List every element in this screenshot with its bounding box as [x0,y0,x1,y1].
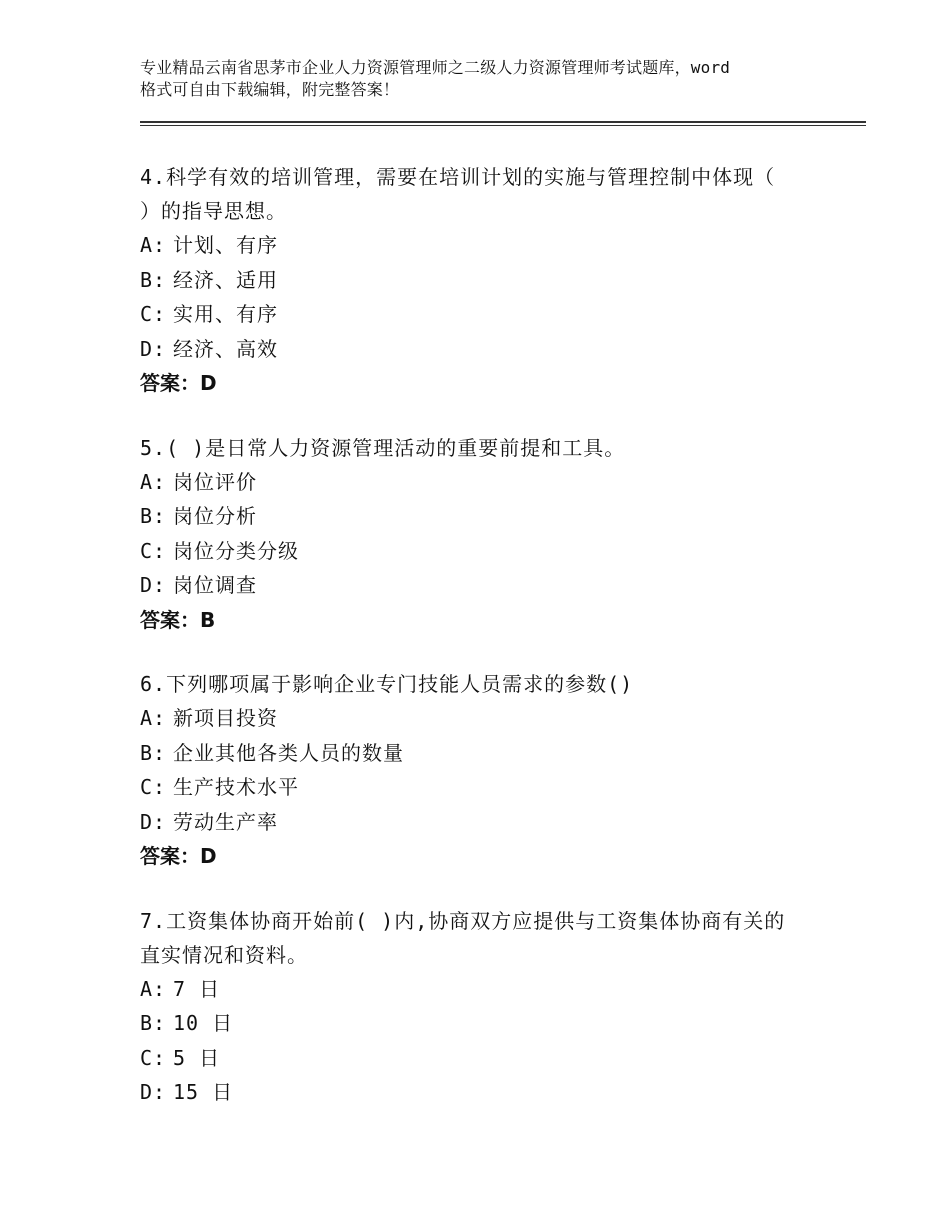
option-key: D: [140,1080,167,1104]
question-stem [140,160,840,228]
option-b [140,736,840,771]
option-text: 实用、有序 [173,302,278,326]
option-b [140,499,840,534]
question-stem-line: ）的指导思想。 [140,199,287,223]
option-a [140,228,840,263]
option-a [140,972,840,1007]
question-stem [140,431,840,465]
option-text: 15 日 [173,1080,234,1104]
option-d [140,332,840,367]
option-text: 生产技术水平 [173,775,299,799]
option-text: 7 日 [173,976,221,1001]
option-a [140,701,840,736]
question-stem-line: 7.工资集体协商开始前( )内,协商双方应提供与工资集体协商有关的 [140,908,786,933]
option-key: D: [140,809,167,834]
option-key: B: [140,504,167,528]
option-key: B: [140,267,167,292]
option-text: 5 日 [173,1045,221,1070]
option-text: 经济、高效 [173,336,278,361]
option-key: D: [140,336,167,361]
question-5 [140,431,840,638]
option-text: 岗位评价 [173,469,257,494]
option-d [140,805,840,840]
option-c [140,534,840,569]
answer-line: 答案：B [140,607,216,632]
question-list [140,160,840,1140]
option-text: 计划、有序 [173,233,278,257]
header-line-1: 专业精品云南省思茅市企业人力资源管理师之二级人力资源管理师考试题库，word [140,58,731,77]
option-key: A: [140,976,167,1001]
option-c [140,297,840,332]
option-key: C: [140,538,167,563]
question-7 [140,904,840,1110]
option-d [140,1075,840,1110]
option-key: A: [140,706,167,730]
question-stem-line: 5.( )是日常人力资源管理活动的重要前提和工具。 [140,435,626,460]
option-c [140,1041,840,1076]
question-stem [140,904,840,972]
question-stem-line: 4.科学有效的培训管理，需要在培训计划的实施与管理控制中体现（ [140,165,776,189]
option-key: D: [140,573,167,597]
option-key: C: [140,1045,167,1070]
option-text: 劳动生产率 [173,809,278,834]
option-d [140,568,840,603]
question-stem-line: 直实情况和资料。 [140,942,308,967]
option-text: 10 日 [173,1011,234,1035]
option-key: A: [140,233,167,257]
header-divider-thick [140,121,866,123]
option-key: A: [140,469,167,494]
option-key: B: [140,1011,167,1035]
option-a [140,465,840,500]
option-key: B: [140,740,167,765]
option-text: 岗位调查 [173,573,257,597]
option-text: 新项目投资 [173,706,278,730]
option-b [140,263,840,298]
option-text: 企业其他各类人员的数量 [173,740,404,765]
document-header [140,57,840,101]
option-key: C: [140,302,167,326]
header-divider-thin [140,125,866,126]
question-stem [140,667,840,701]
option-b [140,1006,840,1041]
answer-line: 答案：D [140,371,217,395]
question-6 [140,667,840,874]
option-c [140,770,840,805]
option-text: 岗位分类分级 [173,538,299,563]
option-key: C: [140,775,167,799]
option-text: 经济、适用 [173,267,278,292]
answer-line: 答案：D [140,844,217,868]
option-text: 岗位分析 [173,504,257,528]
question-stem-line: 6.下列哪项属于影响企业专门技能人员需求的参数() [140,672,634,696]
header-line-2: 格式可自由下载编辑，附完整答案！ [140,80,400,99]
question-4 [140,160,840,401]
